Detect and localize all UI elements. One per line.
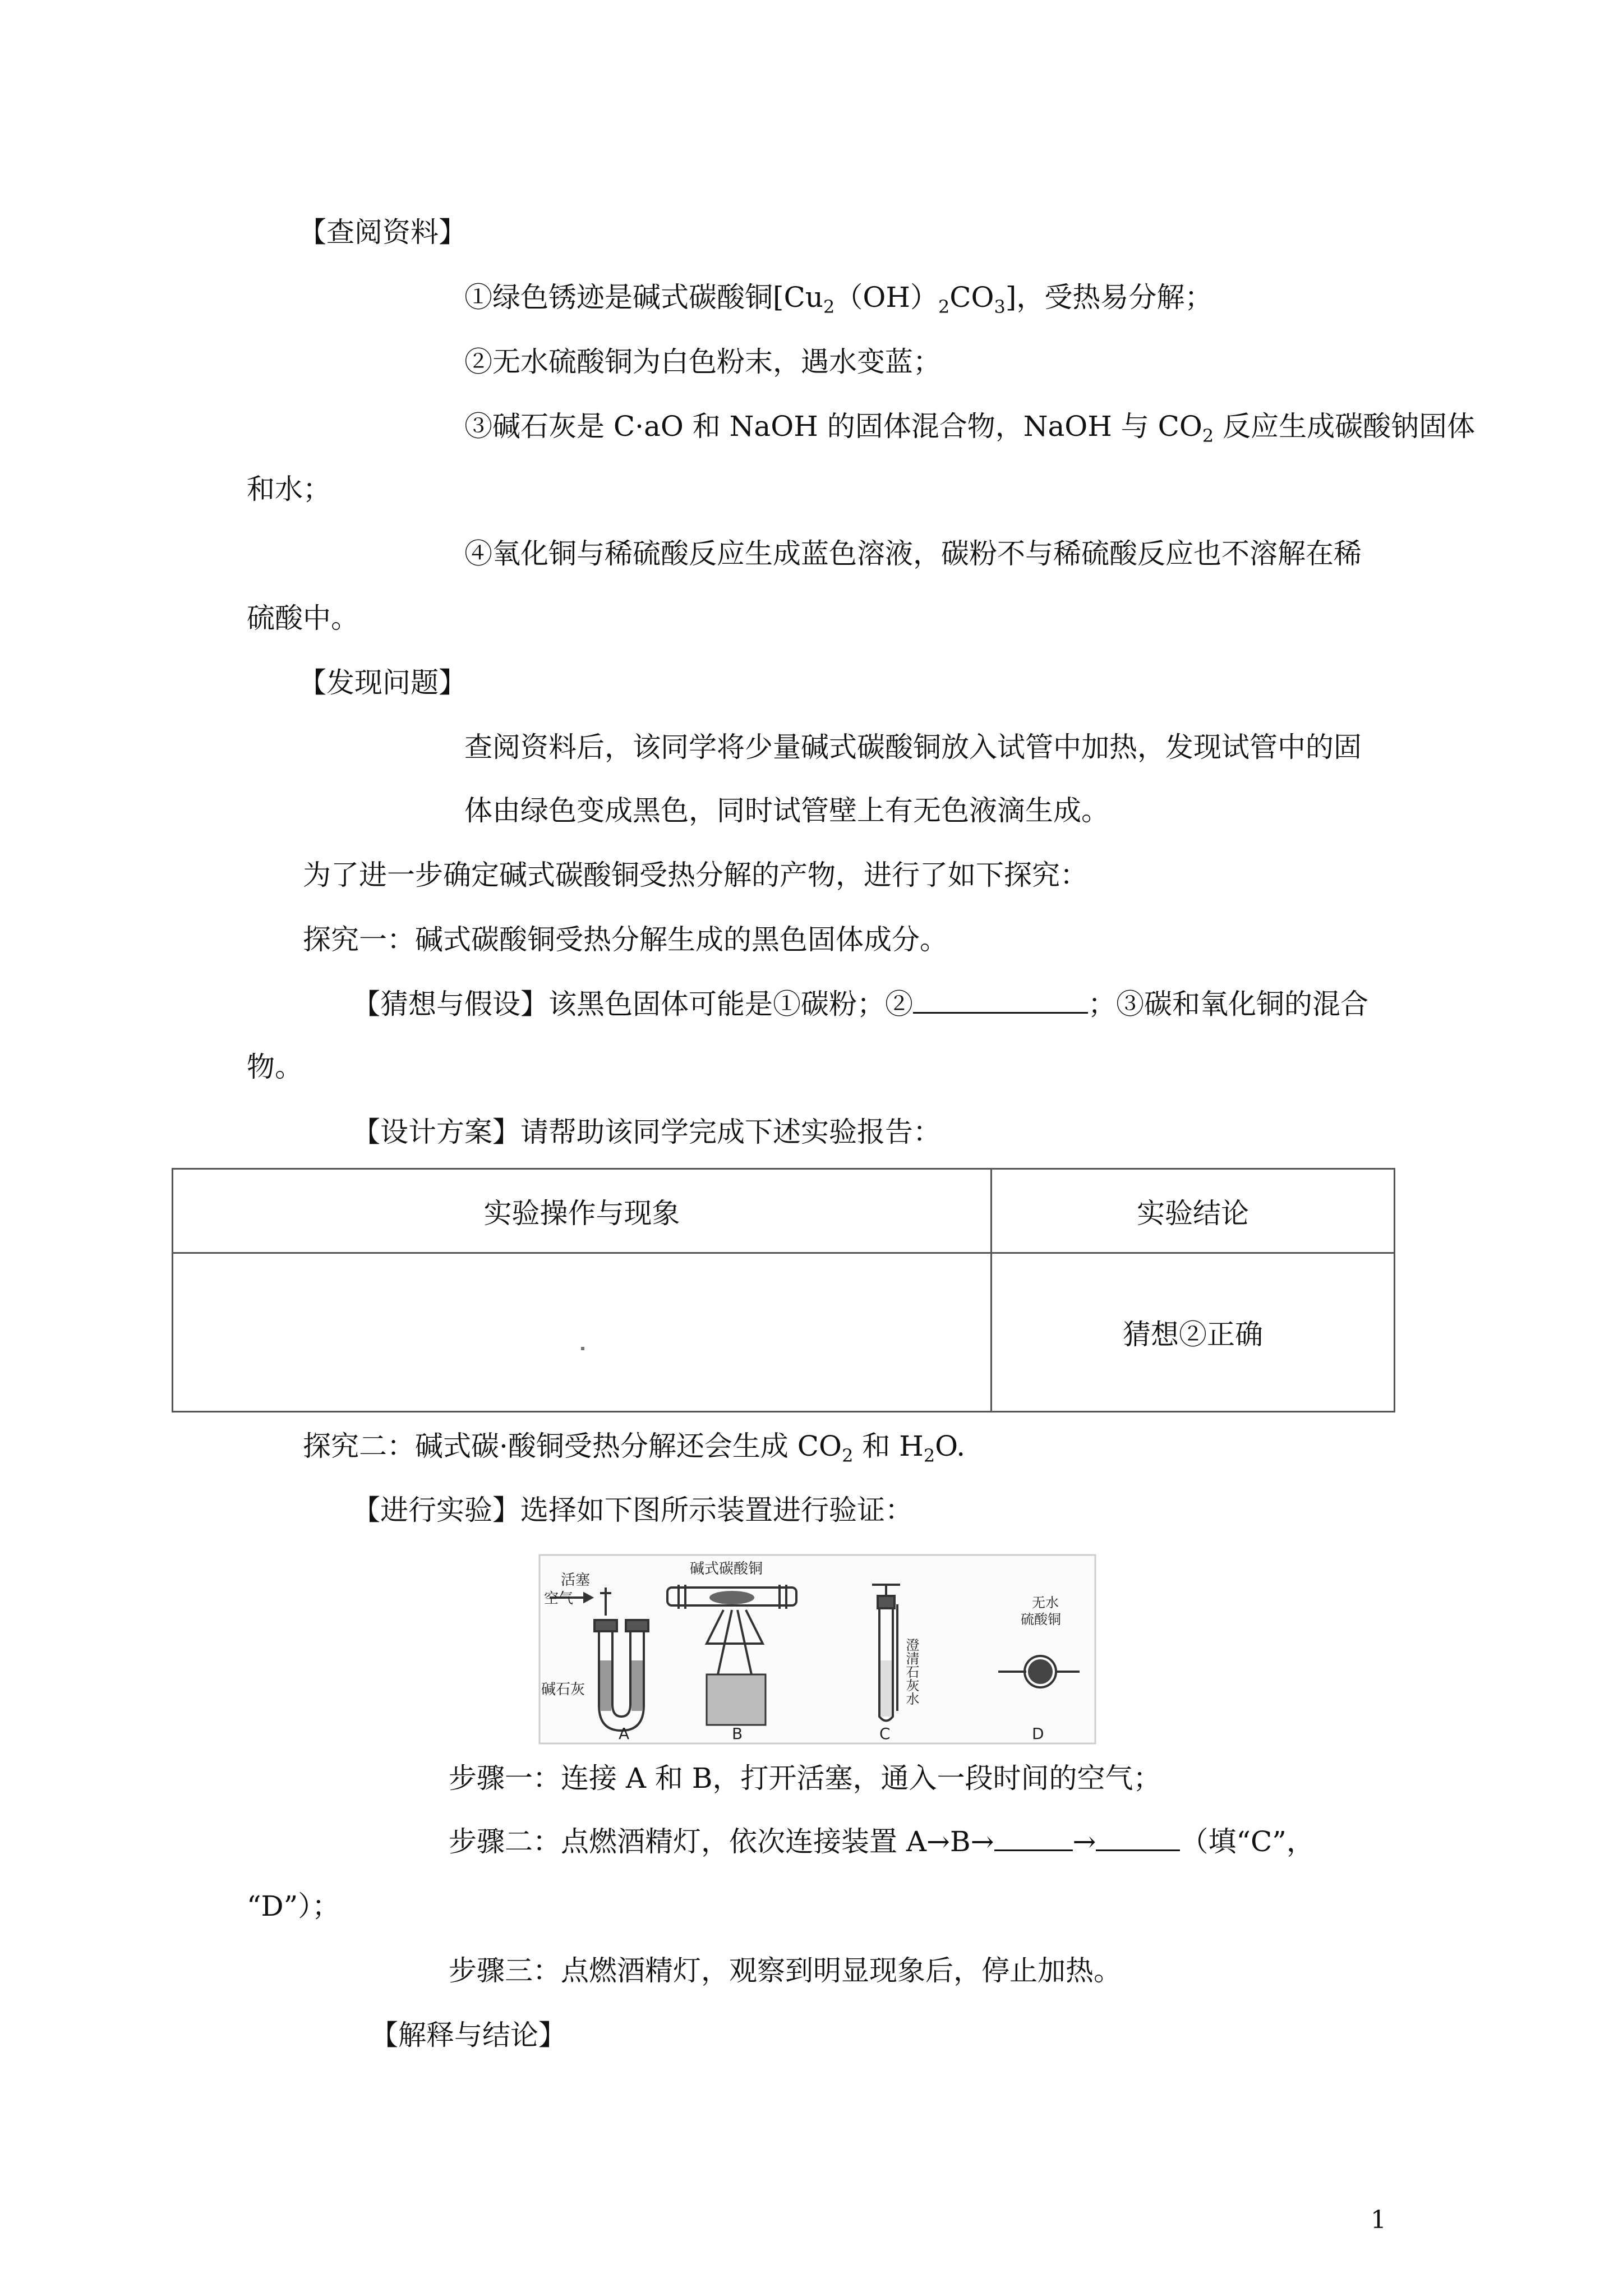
- alcohol-lamp-base: [707, 1674, 766, 1725]
- label-valve: 活塞: [561, 1572, 591, 1589]
- step-2: 步骤二：点燃酒精灯，依次连接装置 A→B→ → （填“C”，: [449, 1825, 1315, 1858]
- problem-heading: 【发现问题】: [298, 666, 467, 699]
- intro-text: 为了进一步确定碱式碳酸铜受热分解的产物，进行了如下探究：: [303, 859, 1088, 891]
- ref-item-4: ④氧化铜与稀硫酸反应生成蓝色溶液，碳粉不与稀硫酸反应也不溶解在稀: [464, 537, 1362, 570]
- label-d: D: [1032, 1724, 1044, 1743]
- label-limewater: 澄清石灰水: [903, 1638, 919, 1705]
- page-number: 1: [1371, 2206, 1386, 2234]
- hypothesis-line2: 物。: [247, 1051, 303, 1083]
- basic-copper-sample: [709, 1591, 754, 1604]
- label-air: 空气: [544, 1590, 574, 1607]
- problem-line-1: 查阅资料后，该同学将少量碱式碳酸铜放入试管中加热，发现试管中的固: [464, 731, 1362, 763]
- label-anhydrous: 无水: [1032, 1595, 1059, 1611]
- label-a: A: [619, 1724, 630, 1743]
- table-cell-operation[interactable]: [173, 1253, 992, 1412]
- step-2-line2: “D”）；: [247, 1890, 340, 1922]
- explore-1: 探究一：碱式碳酸铜受热分解生成的黑色固体成分。: [303, 923, 948, 956]
- anhydrous-copper-sulfate-fill: [1028, 1659, 1053, 1684]
- label-basic-copper: 碱式碳酸铜: [690, 1561, 763, 1577]
- hypothesis-blank[interactable]: [913, 987, 1088, 1014]
- hypothesis: 【猜想与假设】该黑色固体可能是①碳粉；② ；③碳和氧化铜的混合: [352, 988, 1368, 1020]
- design-plan: 【设计方案】请帮助该同学完成下述实验报告：: [352, 1116, 941, 1148]
- step2-blank-2[interactable]: [1096, 1825, 1180, 1851]
- conclusion-heading: 【解释与结论】: [370, 2019, 566, 2051]
- explore-2: 探究二：碱式碳·酸铜受热分解还会生成 $CO_2$ 和 $H_2O$.: [303, 1430, 966, 1466]
- step2-blank-1[interactable]: [994, 1825, 1073, 1851]
- soda-lime-fill: [600, 1660, 611, 1711]
- table-cell-conclusion: 猜想②正确: [992, 1253, 1395, 1412]
- problem-line-2: 体由绿色变成黑色，同时试管壁上有无色液滴生成。: [464, 794, 1109, 827]
- apparatus-figure: [538, 1554, 1096, 1745]
- ref-item-2: ②无水硫酸铜为白色粉末，遇水变蓝；: [464, 346, 941, 378]
- label-soda-lime: 碱石灰: [541, 1681, 585, 1698]
- reference-heading: 【查阅资料】: [298, 216, 467, 249]
- table-header-conclusion: 实验结论: [992, 1169, 1395, 1253]
- ref-item-4-line2: 硫酸中。: [247, 602, 359, 634]
- experiment-intro: 【进行实验】选择如下图所示装置进行验证：: [352, 1494, 913, 1526]
- ref-item-3: ③碱石灰是 C·aO 和 NaOH 的固体混合物，NaOH 与 $CO_2$ 反应生成碳酸钠固体: [464, 410, 1476, 447]
- label-copper-sulfate: 硫酸铜: [1021, 1612, 1061, 1627]
- experiment-report-table: [172, 1168, 1395, 1412]
- label-b: B: [732, 1724, 743, 1743]
- step-3: 步骤三：点燃酒精灯，观察到明显现象后，停止加热。: [449, 1954, 1122, 1987]
- stray-dot: [581, 1347, 584, 1350]
- table-header-operation: 实验操作与现象: [173, 1169, 992, 1253]
- ref-item-3-line2: 和水；: [247, 473, 331, 505]
- label-c: C: [879, 1724, 891, 1743]
- ref-item-1: ①绿色锈迹是碱式碳酸铜$[Cu_2(OH)_2CO_3]$，受热易分解；: [464, 281, 1213, 318]
- step-1: 步骤一：连接 A 和 B，打开活塞，通入一段时间的空气；: [449, 1762, 1161, 1795]
